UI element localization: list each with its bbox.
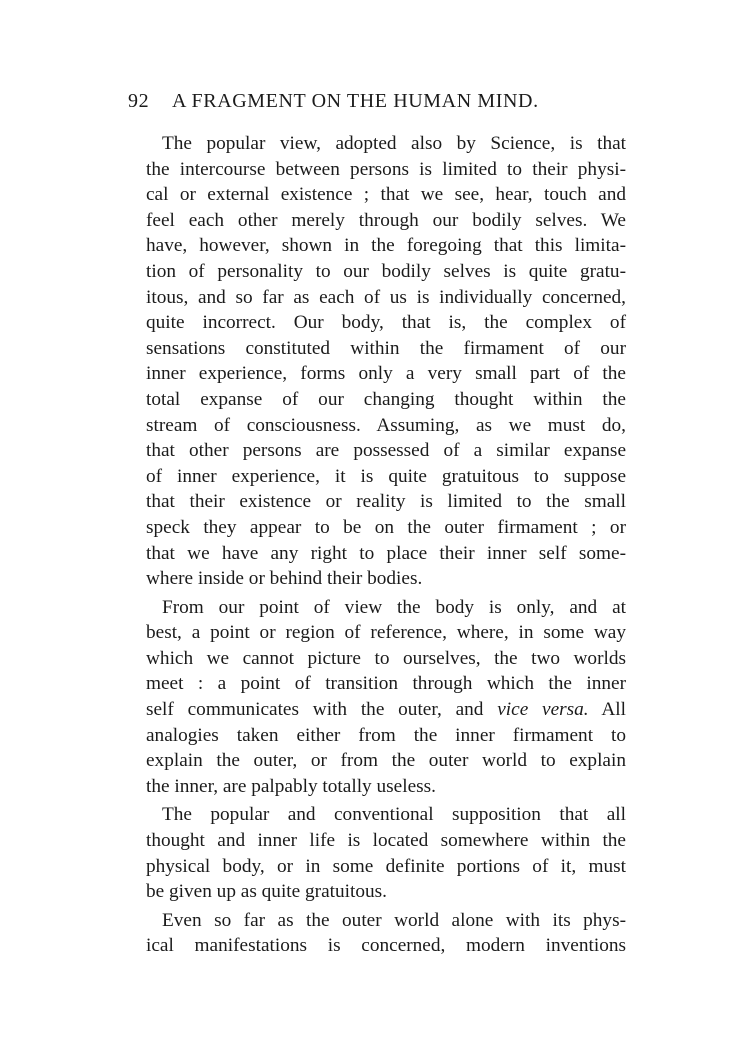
- text-line: have, however, shown in the foregoing that this limita-: [146, 235, 626, 257]
- text-line: the inner, are palpably totally useless.: [146, 775, 436, 797]
- text-line: feel each other merely through our bodily selves. We: [146, 209, 626, 231]
- text-line: cal or external existence ; that we see, hear, touch and: [146, 184, 626, 206]
- text-line: best, a point or region of reference, where, in some way: [146, 622, 626, 644]
- text-line: analogies taken either from the inner firmament to: [146, 724, 626, 746]
- page-number: 92: [128, 90, 150, 112]
- paragraph: [146, 802, 626, 904]
- text-line: total expanse of our changing thought within the: [146, 388, 626, 410]
- text-line: meet : a point of transition through which the inner: [146, 673, 626, 695]
- text-line: speck they appear to be on the outer firmament ; or: [146, 516, 626, 538]
- text-line: thought and inner life is located somewhere within the: [146, 830, 626, 852]
- text-line: that other persons are possessed of a similar expanse: [146, 440, 626, 462]
- text-line: The popular view, adopted also by Science, is that: [162, 133, 626, 154]
- text-line: tion of personality to our bodily selves is quite gratu-: [146, 260, 626, 282]
- paragraph: [146, 595, 626, 800]
- text-line: physical body, or in some definite portions of it, must: [146, 855, 626, 877]
- paragraph: [146, 131, 626, 592]
- text-line: that their existence or reality is limited to the small: [146, 491, 626, 513]
- text-line: From our point of view the body is only, and at: [162, 596, 626, 618]
- text-line: explain the outer, or from the outer world to explain: [146, 750, 626, 772]
- text-line: Even so far as the outer world alone with its phys-: [162, 909, 626, 931]
- text-line: itous, and so far as each of us is individually concerned,: [146, 286, 626, 308]
- text-line: be given up as quite gratuitous.: [146, 881, 387, 903]
- body-text: [146, 131, 626, 959]
- text-line: the intercourse between persons is limited to their physi-: [146, 158, 626, 180]
- text-line: inner experience, forms only a very small part of the: [146, 363, 626, 385]
- text-line: self communicates with the outer, and vice versa. All: [146, 699, 626, 721]
- running-title: A FRAGMENT ON THE HUMAN MIND.: [172, 90, 539, 112]
- text-line: sensations constituted within the firmament of our: [146, 337, 626, 359]
- text-line: stream of consciousness. Assuming, as we must do,: [146, 414, 626, 436]
- text-line: where inside or behind their bodies.: [146, 568, 423, 590]
- paragraph: [146, 908, 626, 959]
- text-line: ical manifestations is concerned, modern inventions: [146, 935, 626, 957]
- text-line: of inner experience, it is quite gratuitous to suppose: [146, 465, 626, 487]
- running-header: [128, 90, 624, 113]
- text-line: which we cannot picture to ourselves, the two worlds: [146, 647, 626, 669]
- text-line: that we have any right to place their inner self some-: [146, 542, 626, 564]
- text-line: quite incorrect. Our body, that is, the complex of: [146, 312, 626, 334]
- text-line: The popular and conventional supposition that all: [162, 804, 626, 826]
